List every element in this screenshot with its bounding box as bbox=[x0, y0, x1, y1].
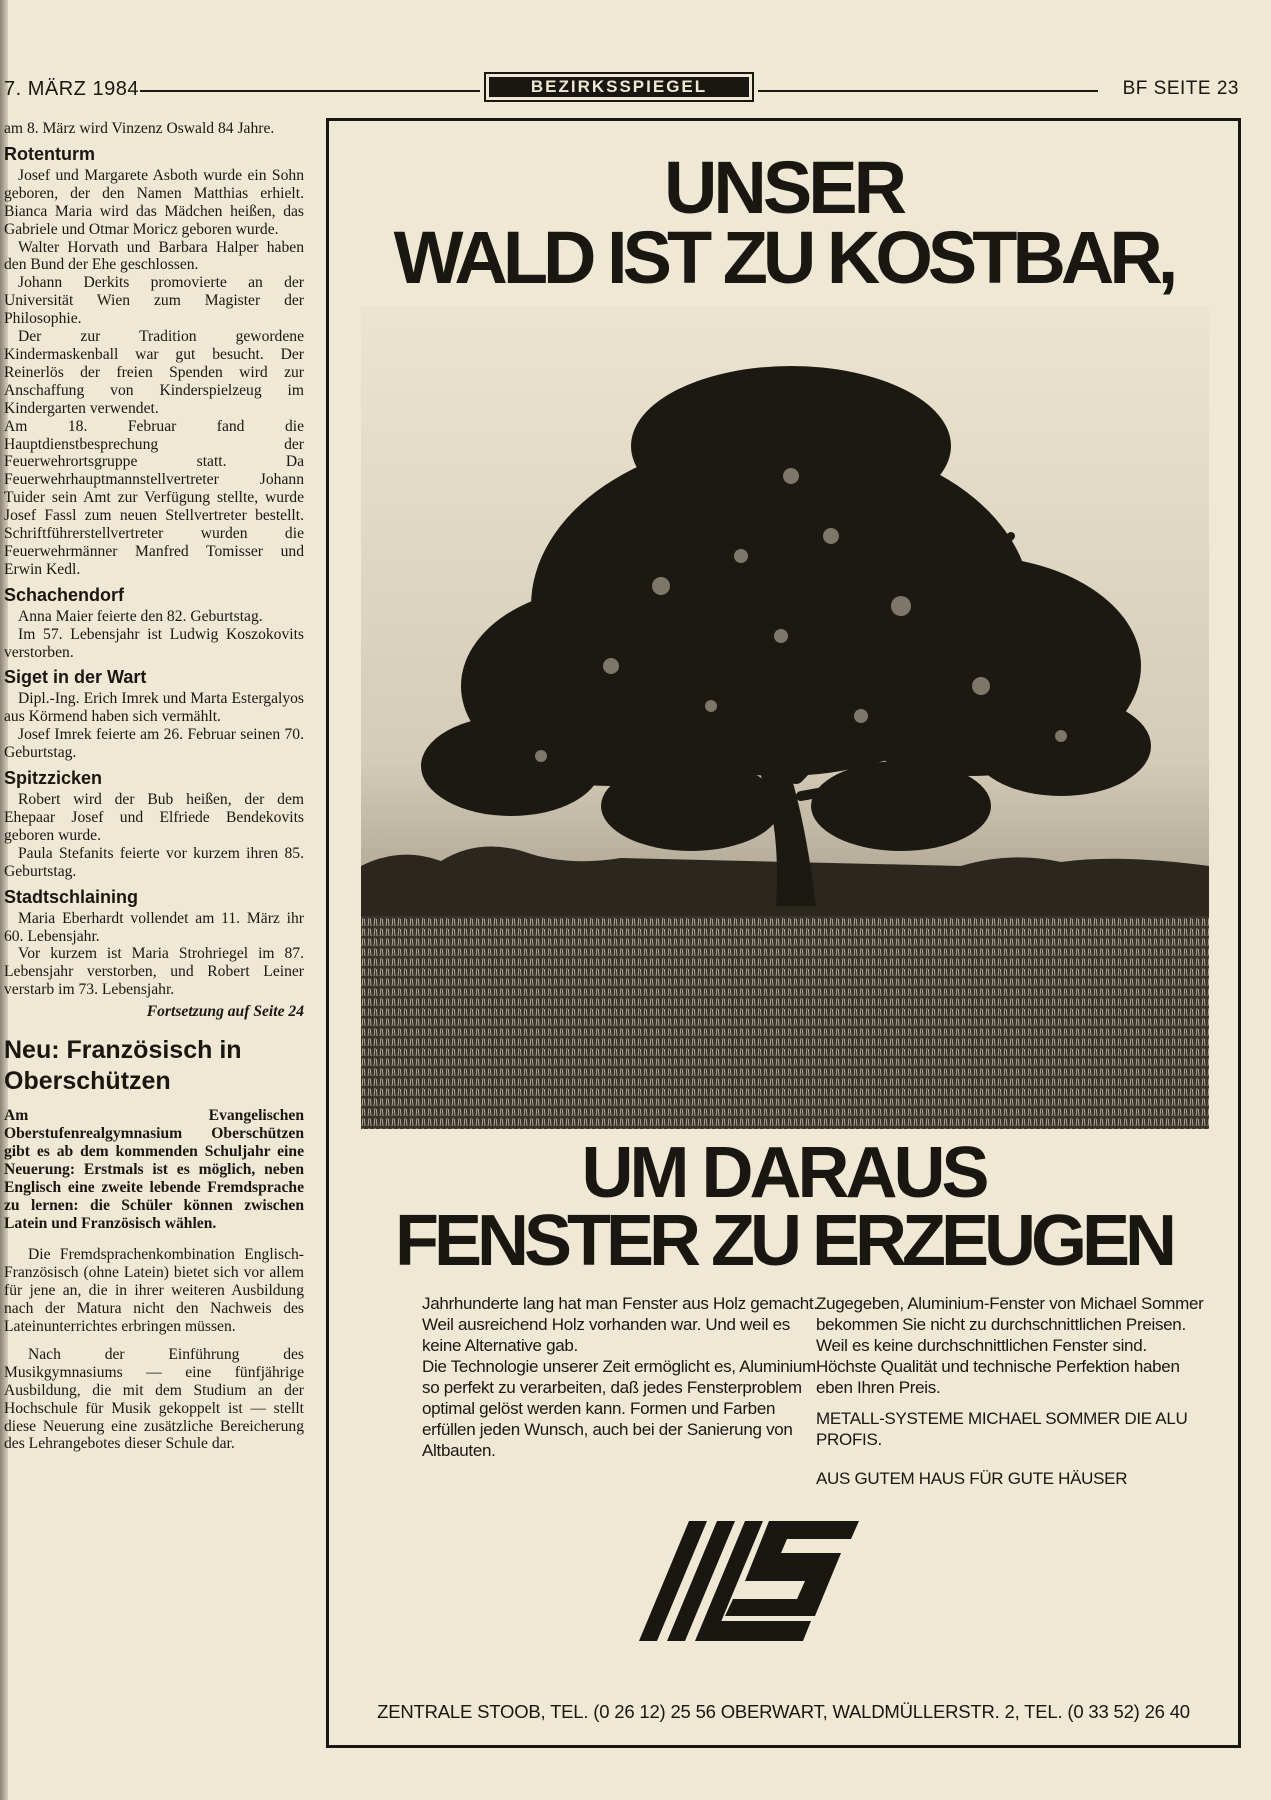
paragraph: Nach der Einführung des Musikgymnasiums — eine fünfjährige Ausbildung, die mit dem Studium an der Hochschule für Musik gekoppelt ist — stellt diese Neuerung eine zusätzliche Bereicherung des Lehrangebotes dieser Schule dar. bbox=[4, 1345, 304, 1453]
ad-paragraph: Zugegeben, Aluminium-Fenster von Michael Sommer bekommen Sie nicht zu durchschnittlichen Preisen. Weil es keine durchschnittlichen Fenster sind. Höchste Qualität und technische Perfektion haben eben Ihren Preis. bbox=[816, 1294, 1204, 1397]
paragraph: Der zur Tradition gewordene Kindermaskenball war gut besucht. Der Reinerlös der freien Spenden wird zur Anschaffung von Kinderspielzeug im Kindergarten verwendet. bbox=[4, 328, 304, 417]
page-header bbox=[0, 70, 1245, 110]
paragraph: Josef und Margarete Asboth wurde ein Sohn geboren, der den Namen Matthias erhielt. Bianca Maria wird das Mädchen heißen, das Gabriele und Otmar Moricz geboren wurde. bbox=[4, 166, 304, 238]
intro-text: am 8. März wird Vinzenz Oswald 84 Jahre. bbox=[4, 120, 275, 137]
issue-date: 7. MÄRZ 1984 bbox=[4, 78, 139, 100]
article-lead: Am Evangelischen Oberstufenrealgymnasium Oberschützen gibt es ab dem kommenden Schuljahr eine Neuerung: Erstmals ist es möglich, neben Englisch eine zweite lebende Fremdsprache zu lernen: die Schüler können zwischen Latein und Französisch wählen. bbox=[4, 1107, 304, 1232]
news-column bbox=[4, 120, 304, 1463]
header-rule-right bbox=[758, 90, 1098, 92]
advertisement bbox=[326, 118, 1241, 1748]
paragraph: Paula Stefanits feierte vor kurzem ihren 85. Geburtstag. bbox=[4, 844, 304, 880]
paragraph: Robert wird der Bub heißen, der dem Ehepaar Josef und Elfriede Bendekovits geboren wurde. bbox=[4, 791, 304, 844]
paragraph: Im 57. Lebensjahr ist Ludwig Koszokovits verstorben. bbox=[4, 625, 304, 661]
paragraph: Johann Derkits promovierte an der Universität Wien zum Magister der Philosophie. bbox=[4, 274, 304, 328]
header-rule-left bbox=[140, 90, 480, 92]
paragraph: Dipl.-Ing. Erich Imrek und Marta Estergalyos aus Körmend haben sich vermählt. bbox=[4, 690, 304, 726]
section-heading-siget: Siget in der Wart bbox=[4, 667, 147, 688]
ad-headline-line-2: WALD IST ZU KOSTBAR, bbox=[393, 216, 1174, 299]
ms-logo-icon bbox=[629, 1521, 859, 1641]
section-title: BEZIRKSSPIEGEL bbox=[489, 77, 749, 97]
paragraph: Am 18. Februar fand die Hauptdienstbesprechung der Feuerwehrortsgruppe statt. Da Feuerwehrhauptmannstellvertreter Johann Tuider sein Amt zur Verfügung stellte, wurde Josef Fassl zum neuen Stellvertreter bestellt. Schriftführerstellvertreter wurden die Feuerwehrmänner Manfred Tomisser und Erwin Kedl. bbox=[4, 417, 304, 578]
ad-slogan: AUS GUTEM HAUS FÜR GUTE HÄUSER bbox=[816, 1469, 1128, 1488]
section-heading-stadtschlaining: Stadtschlaining bbox=[4, 886, 139, 907]
ad-contact-footer: ZENTRALE STOOB, TEL. (0 26 12) 25 56 OBERWART, WALDMÜLLERSTR. 2, TEL. (0 33 52) 26 40 bbox=[377, 1701, 1190, 1722]
continuation-note: Fortsetzung auf Seite 24 bbox=[146, 1003, 304, 1021]
paragraph: Die Fremdsprachenkombination Englisch-Französisch (ohne Latein) bietet sich vor allem für jene an, die in ihrer weiteren Ausbildung nach der Matura nicht den Nachweis des Lateinunterrichtes erbringen müssen. bbox=[4, 1246, 304, 1336]
oak-tree-in-field-icon bbox=[361, 306, 1209, 1129]
paragraph: Vor kurzem ist Maria Strohriegel im 87. Lebensjahr verstorben, und Robert Leiner verstarb im 73. Lebensjahr. bbox=[4, 945, 304, 999]
paragraph: Maria Eberhardt vollendet am 11. März ihr 60. Lebensjahr. bbox=[4, 909, 304, 945]
ad-paragraph: Die Technologie unserer Zeit ermöglicht es, Aluminium so perfekt zu verarbeiten, daß jedes Fensterproblem optimal gelöst werden kann. Formen und Farben erfüllen jeden Wunsch, auch bei der Sanierung von Altbauten. bbox=[422, 1357, 816, 1460]
paragraph: Josef Imrek feierte am 26. Februar seinen 70. Geburtstag. bbox=[4, 726, 304, 762]
ad-body-left bbox=[422, 1293, 822, 1461]
article-headline: Neu: Französisch in Oberschützen bbox=[4, 1036, 242, 1096]
section-heading-spitzzicken: Spitzzicken bbox=[4, 768, 103, 789]
ad-headline-line-3: UM DARAUS bbox=[581, 1133, 986, 1213]
page-number: BF SEITE 23 bbox=[1122, 78, 1239, 99]
section-heading-rotenturm: Rotenturm bbox=[4, 143, 95, 164]
section-heading-schachendorf: Schachendorf bbox=[4, 584, 125, 605]
paragraph: Walter Horvath und Barbara Halper haben den Bund der Ehe geschlossen. bbox=[4, 238, 304, 274]
section-title-box bbox=[484, 72, 754, 102]
ad-headline-line-1: UNSER bbox=[663, 146, 904, 229]
paragraph: Anna Maier feierte den 82. Geburtstag. bbox=[18, 607, 263, 625]
ad-paragraph: Jahrhunderte lang hat man Fenster aus Holz gemacht. Weil ausreichend Holz vorhanden war. Und weil es keine Alternative gab. bbox=[422, 1294, 818, 1355]
ad-body-right bbox=[816, 1293, 1206, 1489]
ad-firm-name: METALL-SYSTEME MICHAEL SOMMER DIE ALU PROFIS. bbox=[816, 1409, 1188, 1449]
ad-headline-line-4: FENSTER ZU ERZEUGEN bbox=[394, 1201, 1173, 1281]
